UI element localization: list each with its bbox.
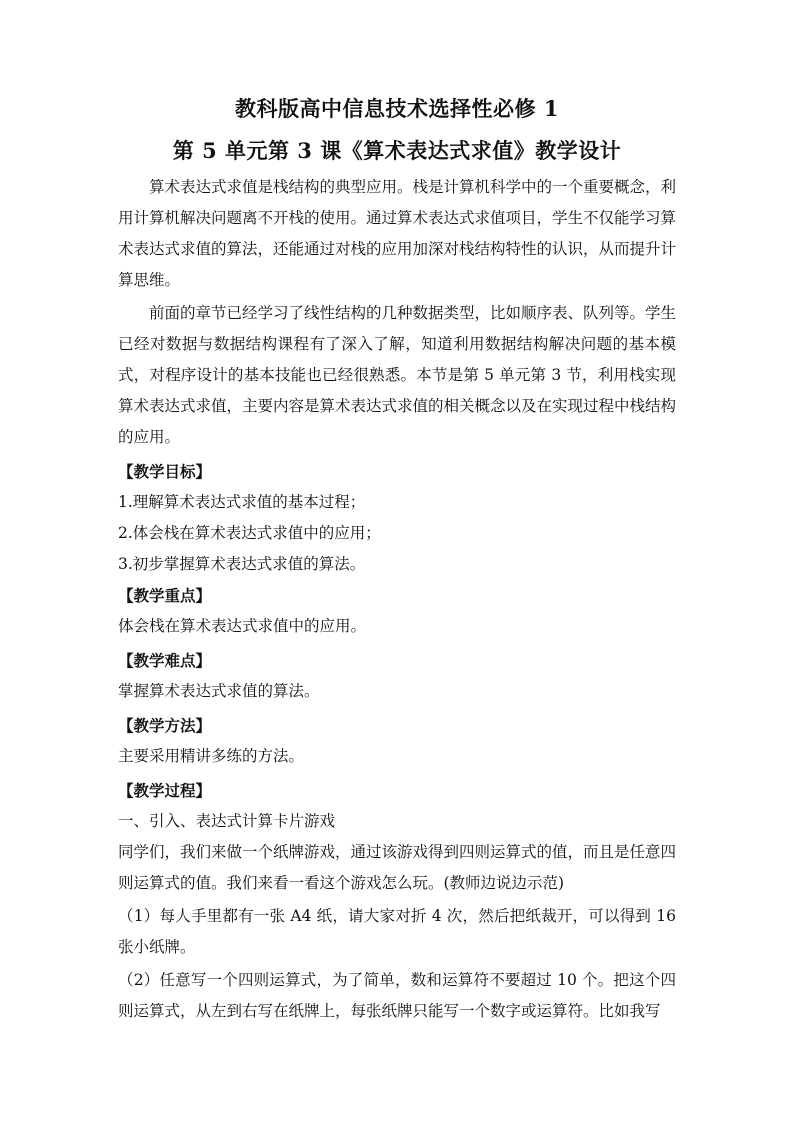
document-title-line2: 第 5 单元第 3 课《算术表达式求值》教学设计	[172, 138, 622, 163]
process-step-1: （1）每人手里都有一张 A4 纸，请大家对折 4 次，然后把纸裁开，可以得到 16 张小纸牌。	[118, 907, 676, 956]
intro-paragraph-1: 算术表达式求值是栈结构的典型应用。栈是计算机科学中的一个重要概念，利用计算机解决问题离不开栈的使用。通过算术表达式求值项目，学生不仅能学习算术表达式求值的算法，还能通过对栈的应用加深对栈结构特性的认识，从而提升计算思维。	[118, 178, 677, 289]
method-text: 主要采用精讲多练的方法。	[118, 747, 305, 765]
method-heading: 【教学方法】	[118, 716, 212, 735]
difficulty-text: 掌握算术表达式求值的算法。	[118, 682, 320, 700]
process-step-2: （2）任意写一个四则运算式，为了简单，数和运算符不要超过 10 个。把这个四则运算式，从左到右写在纸牌上，每张纸牌只能写一个数字或运算符。比如我写	[118, 971, 676, 1020]
process-heading: 【教学过程】	[118, 781, 212, 800]
objective-item-3: 3.初步掌握算术表达式求值的算法。	[118, 555, 366, 573]
objective-item-1: 1.理解算术表达式求值的基本过程；	[118, 493, 366, 511]
document-title-line1: 教科版高中信息技术选择性必修 1	[235, 96, 559, 121]
process-section-1-intro: 同学们，我们来做一个纸牌游戏，通过该游戏得到四则运算式的值，而且是任意四则运算式的值。我们来看一看这个游戏怎么玩。(教师边说边示范)	[118, 843, 677, 892]
key-point-heading: 【教学重点】	[118, 586, 212, 605]
objective-item-2: 2.体会栈在算术表达式求值中的应用；	[118, 524, 381, 542]
key-point-text: 体会栈在算术表达式求值中的应用。	[118, 617, 367, 635]
process-section-1: 一、引入、表达式计算卡片游戏	[118, 812, 336, 830]
difficulty-heading: 【教学难点】	[118, 651, 212, 670]
objectives-heading: 【教学目标】	[118, 462, 212, 481]
intro-paragraph-2: 前面的章节已经学习了线性结构的几种数据类型，比如顺序表、队列等。学生已经对数据与数据结构课程有了深入了解，知道利用数据结构解决问题的基本模式，对程序设计的基本技能也已经很熟悉。本节是第 5 单元第 3 节，利用栈实现算术表达式求值，主要内容是算术表达式求值的相关概念以及在实现过程中栈结构的应用。	[118, 304, 677, 446]
